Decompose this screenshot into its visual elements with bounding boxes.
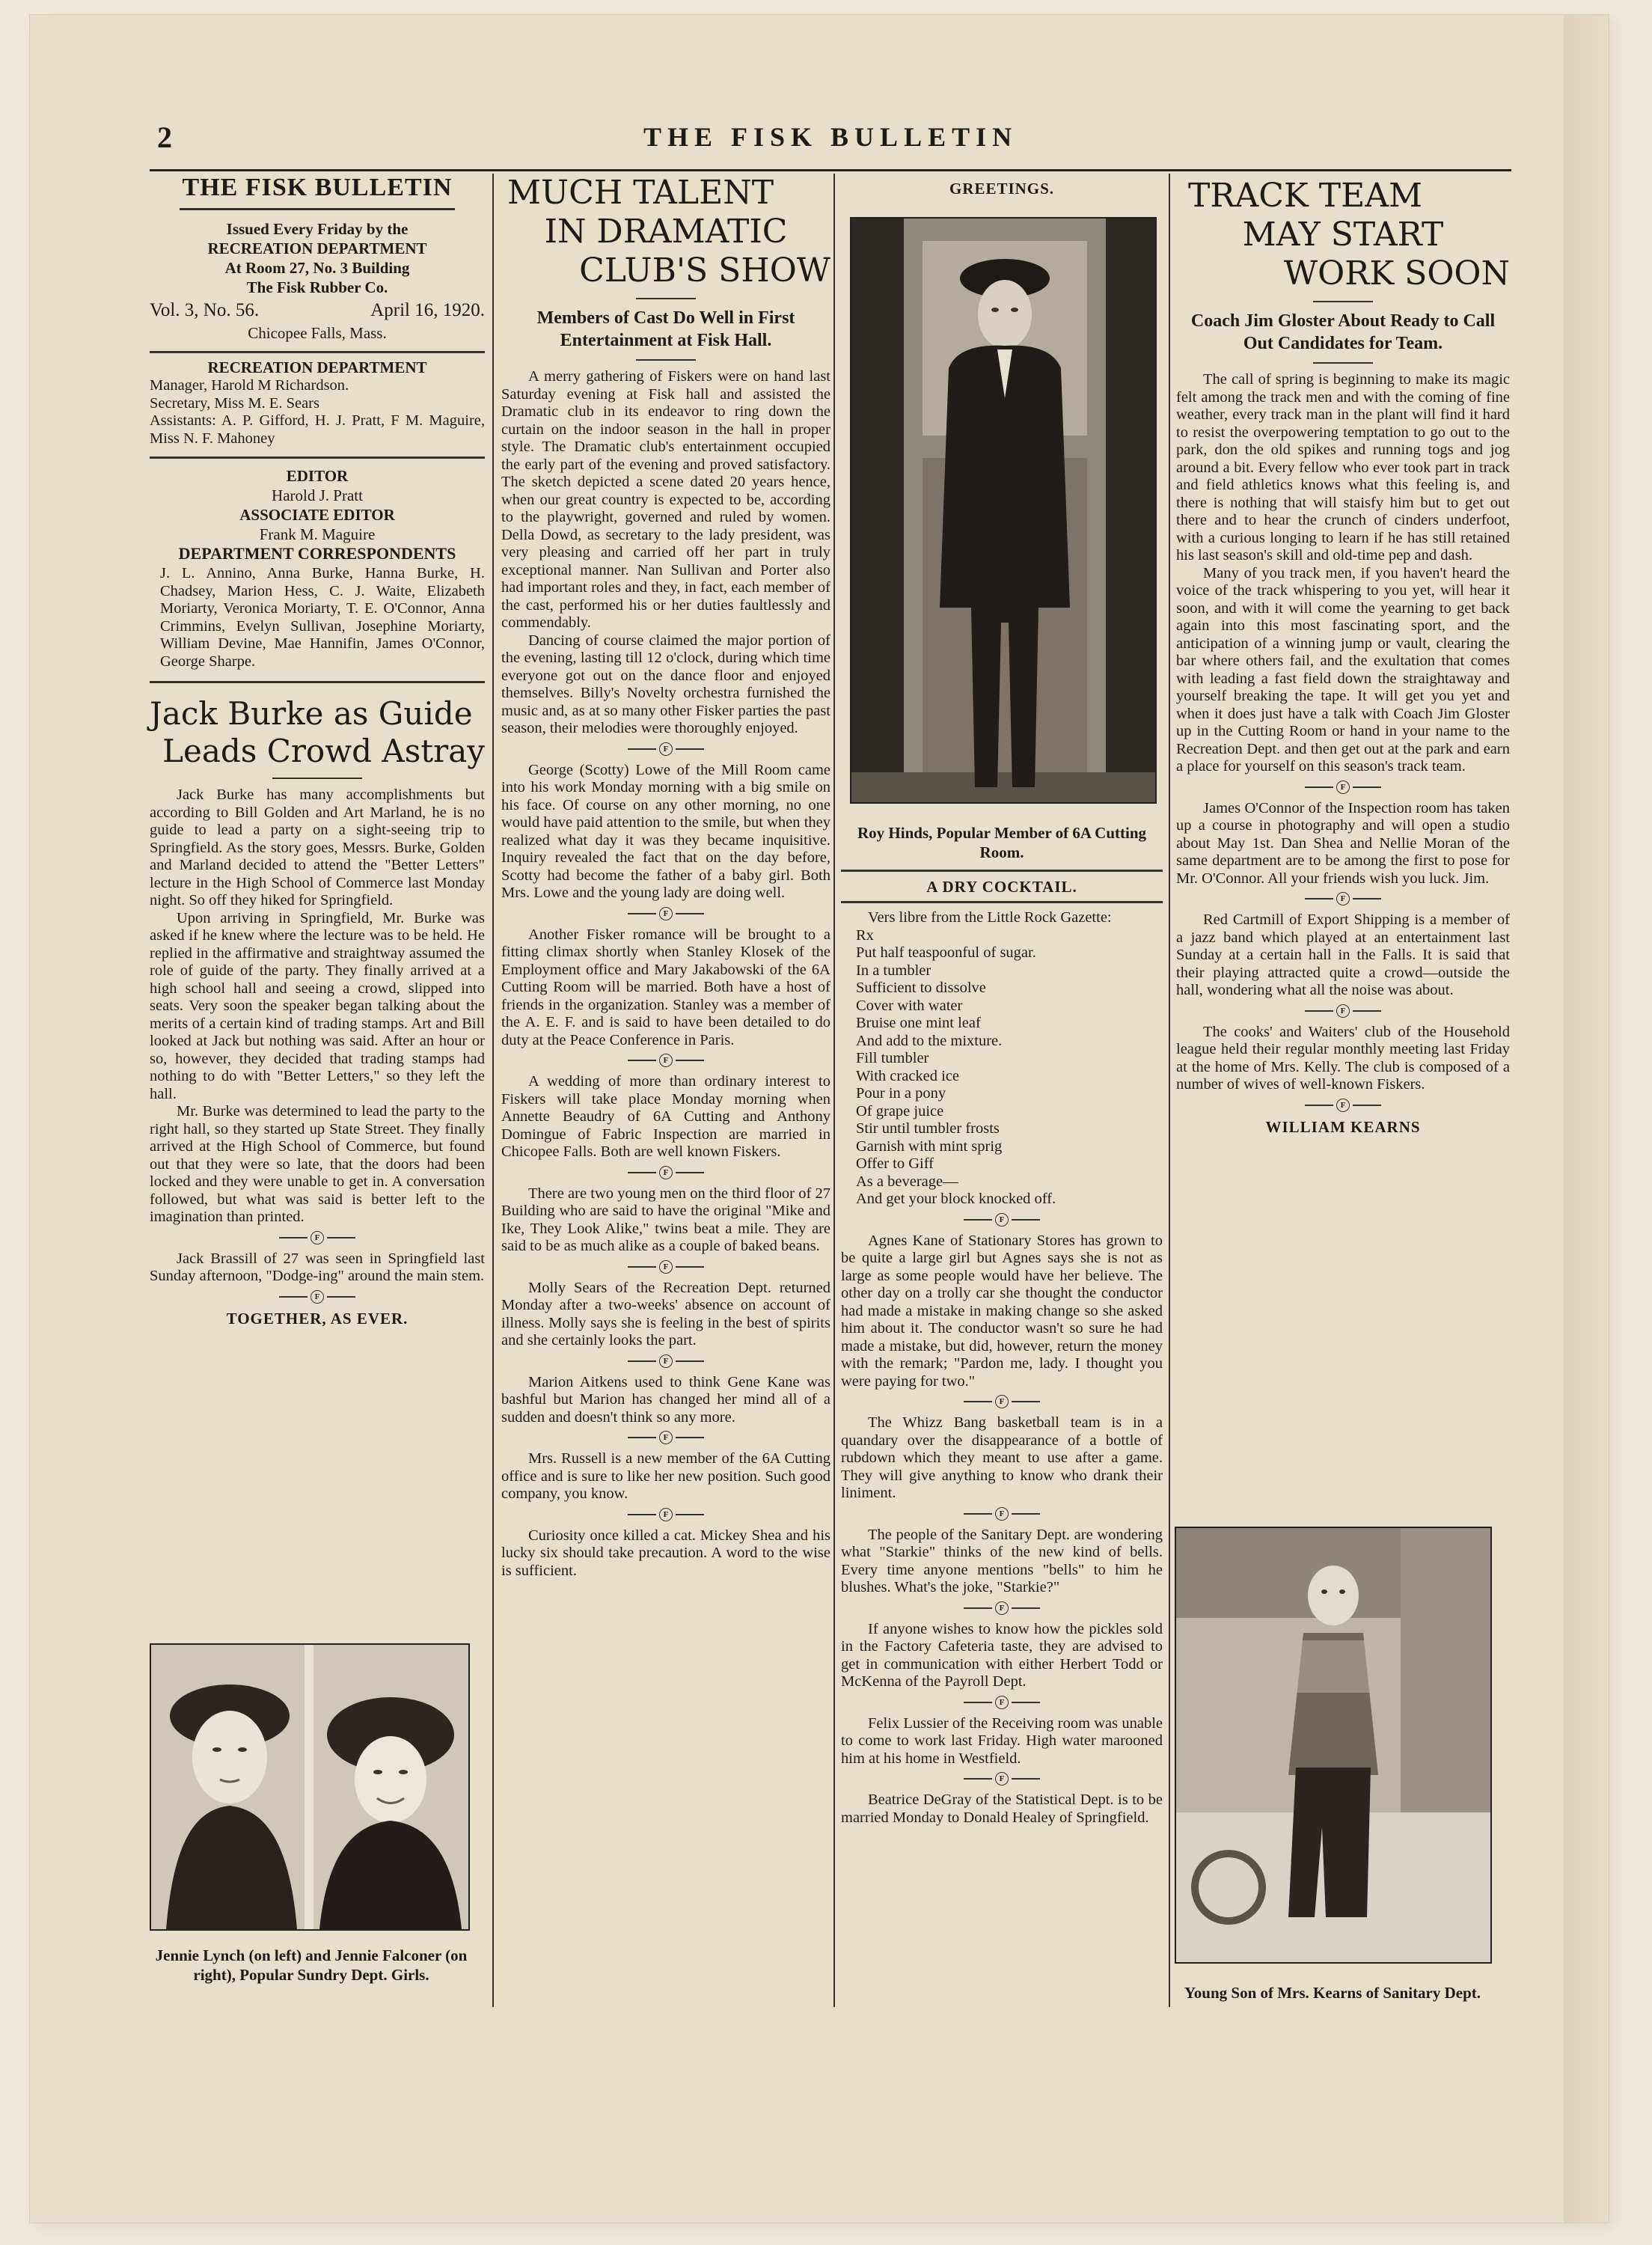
poem-line: And add to the mixture.	[856, 1032, 1003, 1049]
separator	[150, 1231, 485, 1244]
separator	[501, 1166, 830, 1179]
separator	[501, 1431, 830, 1444]
masthead-line: Issued Every Friday by the	[226, 220, 409, 238]
poem-line: And get your block knocked off.	[856, 1191, 1056, 1207]
news-note: James O'Connor of the Inspection room has taken up a course in photography and will open a studio about May 1st. Dan Shea and Nellie Moran of the same department are to be among the first to pose for Mr. O'Connor. All your friends wish you luck. Jim.	[1176, 799, 1510, 887]
rule	[1313, 301, 1373, 302]
news-note: Beatrice DeGray of the Statistical Dept. is to be married Monday to Donald Healey of Springfield.	[841, 1792, 1163, 1826]
staff-manager: Manager, Harold M Richardson.	[150, 377, 349, 394]
volume-line	[150, 299, 485, 323]
news-note: The people of the Sanitary Dept. are wondering what "Starkie" thinks of the new kind of bells. Every time anyone mentions "bells" to him he blushes. What's the joke, "Starkie?"	[841, 1526, 1163, 1595]
track-paragraph: The call of spring is beginning to make its magic felt among the track men and with the coming of fine weather, every track man in the plant will find it hard to resist the overpowering temptation to go out to the park, don the old spikes and running togs and jog around a bit. Every fellow who ever took part in track and field athletics knows what this feeling is, and there is nothing that will staisfy him but to get out there and to hear the crunch of cinders underfoot, with a curious longing to learn if he has still retained his last season's skill and old-time pep and dash.	[1176, 371, 1510, 563]
separator-mark: F	[659, 907, 673, 920]
kearns-photo-image	[1176, 1528, 1490, 1962]
separator	[501, 742, 830, 756]
dramatic-paragraph: Dancing of course claimed the major portion of the evening, lasting till 12 o'clock, during which time everyone got out on the dance floor and enjoyed themselves. Billy's Novelty orchestra furnished the music and, as at so many other Fisker parties the past season, their melodies were thoroughly enjoyed.	[501, 632, 830, 736]
kearns-heading: WILLIAM KEARNS	[1265, 1117, 1421, 1136]
masthead-line: The Fisk Rubber Co.	[246, 278, 388, 296]
poem-line: With cracked ice	[856, 1067, 960, 1084]
news-note: Molly Sears of the Recreation Dept. returned Monday after a two-weeks' absence on account of illness. Molly says she is feeling in the best of spirits and she certainly looks the part.	[501, 1279, 830, 1348]
separator-mark: F	[659, 742, 673, 756]
dramatic-headline-line1: MUCH TALENT	[507, 174, 774, 212]
column-rule	[492, 174, 494, 2007]
dramatic-deck: Members of Cast Do Well in First Entertainment at Fisk Hall.	[536, 308, 795, 350]
column-4	[1176, 177, 1510, 1140]
separator	[841, 1772, 1163, 1786]
burke-paragraph: Upon arriving in Springfield, Mr. Burke was asked if he knew where the lecture was to be held. He replied in the affirmative and straightway assumed the role of guide of the party. They finally arrived at a high school hall and seeing a crowd, slipped into seats. Very soon the speaker began talking about the merits of a certain kind of trading stamps. Art and Bill looked at Jack but nothing was said. After an hour or so, however, they decided that trading stamps had nothing to do with "Better Letters," so they left the hall.	[150, 909, 485, 1102]
news-note: The cooks' and Waiters' club of the Household league held their regular monthly meeting last Friday at the home of Mrs. Kelly. The club is composed of a number of wives of well-known Fiskers.	[1176, 1023, 1510, 1093]
poem-line: Offer to Giff	[856, 1155, 934, 1172]
separator-mark: F	[1336, 1099, 1350, 1112]
issue-date: April 16, 1920.	[370, 300, 485, 320]
cocktail-poem	[841, 927, 1163, 1209]
staff-assistants: Assistants: A. P. Gifford, H. J. Pratt, F M. Maguire, Miss N. F. Mahoney	[150, 412, 485, 447]
editor-name: Harold J. Pratt	[272, 486, 363, 504]
separator	[501, 1354, 830, 1368]
separator-mark: F	[659, 1054, 673, 1067]
rule	[150, 456, 485, 459]
news-note: If anyone wishes to know how the pickles sold in the Factory Cafeteria taste, they are advised to get in communication with either Herbert Todd or McKenna of the Payroll Dept.	[841, 1620, 1163, 1690]
masthead-title: THE FISK BULLETIN	[182, 174, 453, 201]
masthead-box	[150, 174, 485, 683]
separator-mark: F	[310, 1231, 324, 1244]
column-3-lower	[841, 823, 1163, 1827]
rule	[272, 778, 362, 779]
page-edge	[1564, 15, 1609, 2223]
separator-mark: F	[659, 1166, 673, 1179]
kearns-photo	[1175, 1527, 1492, 1964]
separator-mark: F	[659, 1508, 673, 1521]
news-note: Marion Aitkens used to think Gene Kane was bashful but Marion has changed her mind all of a sudden and doesn't think so any more.	[501, 1373, 830, 1426]
burke-paragraph: Jack Burke has many accomplishments but according to Bill Golden and Art Marland, he is no guide to lead a party on a sight-seeing trip to Springfield. As the story goes, Messrs. Burke, Golden and Marland decided to attend the "Better Letters" lecture in the High School of Commerce last Monday night. So off they hiked for Springfield.	[150, 786, 485, 908]
news-note: Mrs. Russell is a new member of the 6A Cutting office and is sure to like her new position. Such good company, you know.	[501, 1450, 830, 1502]
cocktail-intro: Vers libre from the Little Rock Gazette:	[868, 909, 1112, 926]
burke-headline-line1: Jack Burke as Guide	[150, 695, 473, 732]
poem-line: Pour in a pony	[856, 1085, 946, 1102]
rule	[1313, 362, 1373, 364]
separator	[1176, 781, 1510, 794]
separator	[1176, 1099, 1510, 1112]
separator	[841, 1395, 1163, 1408]
dramatic-article	[501, 174, 830, 738]
brassill-note: Jack Brassill of 27 was seen in Springfield last Sunday afternoon, "Dodge-ing" around the main stem.	[150, 1250, 485, 1284]
header-rule	[150, 169, 1511, 171]
separator	[1176, 892, 1510, 905]
column-rule	[1169, 174, 1170, 2007]
rule	[841, 901, 1163, 903]
column-2	[501, 174, 830, 1580]
news-note: The Whizz Bang basketball team is in a quandary over the disappearance of a bottle of rubdown which they meant to use after a game. They will give anything to know who drank their liniment.	[841, 1414, 1163, 1501]
separator-mark: F	[659, 1354, 673, 1368]
separator	[501, 1260, 830, 1274]
running-title: THE FISK BULLETIN	[643, 122, 1018, 152]
separator-mark: F	[995, 1772, 1009, 1786]
editor-label: EDITOR	[286, 467, 349, 485]
dept-heading: RECREATION DEPARTMENT	[207, 358, 427, 376]
separator-mark: F	[995, 1213, 1009, 1227]
staff-list	[150, 377, 485, 448]
burke-headline-line2: Leads Crowd Astray	[162, 733, 485, 769]
together-heading: TOGETHER, AS EVER.	[226, 1309, 409, 1328]
track-paragraph: Many of you track men, if you haven't heard the voice of the track whispering to you yet, will hear it soon, and with it will come the yearning to get back again into this most fascinating sport, and the anticipation of a winning jump or vault, clearing the bar where others fail, and the exultation that comes with leading a fast field down the straightaway and yourself breaking the tape. It will get you yet and when it does just have a talk with Coach Jim Gloster up in the Cutting Room or hand in your name to the Recreation Dept. and then get out at the park and earn a place for yourself on this season's track team.	[1176, 564, 1510, 775]
dramatic-headline-line2: IN DRAMATIC	[544, 213, 788, 251]
poem-line: Put half teaspoonful of sugar.	[856, 944, 1036, 961]
cocktail-heading: A DRY COCKTAIL.	[926, 878, 1077, 896]
rule	[841, 870, 1163, 872]
news-note: Red Cartmill of Export Shipping is a member of a jazz band which played at an entertainment last Sunday at a certain hall in the Falls. It is said that their playing attracted quite a crowd—outside the hall, wondering what all the noise was about.	[1176, 911, 1510, 998]
together-caption: Jennie Lynch (on left) and Jennie Falconer (on right), Popular Sundry Dept. Girls.	[155, 1946, 468, 1984]
rule	[180, 208, 455, 210]
separator-mark: F	[1336, 892, 1350, 905]
correspondents-label: DEPARTMENT CORRESPONDENTS	[178, 544, 456, 563]
separator-mark: F	[659, 1431, 673, 1444]
rule	[150, 351, 485, 353]
poem-line: In a tumbler	[856, 962, 931, 979]
assoc-editor-label: ASSOCIATE EDITOR	[239, 506, 395, 524]
track-article	[1176, 177, 1510, 776]
page-header	[157, 120, 1511, 165]
staff-secretary: Secretary, Miss M. E. Sears	[150, 394, 319, 412]
poem-line: As a beverage—	[856, 1173, 958, 1190]
news-note: George (Scotty) Lowe of the Mill Room came into his work Monday morning with a big smile on his face. Of course on any other morning, no one would have paid attention to the smile, but when they realized what day it was they became inquisitive. Inquiry revealed the fact that on the day before, Scotty had become the father of a baby girl. Both Mrs. Lowe and the young lady are doing well.	[501, 761, 830, 901]
burke-article	[150, 695, 485, 1227]
together-photo-image	[151, 1645, 468, 1929]
news-note: Felix Lussier of the Receiving room was unable to come to work last Friday. High water marooned him at his home in Westfield.	[841, 1714, 1163, 1767]
dramatic-paragraph: A merry gathering of Fiskers were on hand last Saturday evening at Fisk hall and assisted the Dramatic club in its endeavor to ring down the curtain on the indoor season in the hall in proper style. The Dramatic club's entertainment occupied the early part of the evening and proved satisfactory. The sketch depicted a scene dated 20 years hence, when our great country is expected to be, according to the playwright, governed and ruled by women. Della Dowd, as secretary to the lady president, was very pleasing and carried off her part in truly exceptional manner. Nan Sullivan and Porter also had important roles and they, in fact, each member of the cast, performed his or her duties faultlessly and commendably.	[501, 368, 830, 631]
news-note: There are two young men on the third floor of 27 Building who are said to have the original "Mike and Ike, They Look Alike," twins beat a mile. They are said to be as much alike as a couple of baked beans.	[501, 1185, 830, 1254]
greetings-photo	[850, 217, 1157, 804]
separator-mark: F	[995, 1395, 1009, 1408]
column-1	[150, 174, 485, 1331]
separator-mark: F	[995, 1696, 1009, 1709]
roy-hinds-photo-image	[851, 219, 1155, 802]
poem-line: Fill tumbler	[856, 1050, 929, 1066]
separator	[501, 1054, 830, 1067]
track-headline-line2: MAY START	[1242, 216, 1444, 254]
separator	[841, 1601, 1163, 1615]
kearns-caption: Young Son of Mrs. Kearns of Sanitary Dept.	[1184, 1984, 1481, 2002]
poem-line: Garnish with mint sprig	[856, 1137, 1003, 1155]
separator	[841, 1507, 1163, 1521]
poem-line: Rx	[856, 926, 874, 944]
rule	[150, 681, 485, 683]
separator	[841, 1213, 1163, 1227]
poem-line: Sufficient to dissolve	[856, 980, 986, 996]
poem-line: Of grape juice	[856, 1102, 944, 1120]
separator	[1176, 1004, 1510, 1018]
assoc-editor-name: Frank M. Maguire	[259, 525, 376, 543]
dramatic-headline-line3: CLUB'S SHOW	[579, 251, 830, 290]
column-rule	[833, 174, 835, 2007]
location: Chicopee Falls, Mass.	[248, 324, 387, 342]
separator-mark: F	[310, 1290, 324, 1304]
together-photo	[150, 1643, 470, 1931]
volume-number: Vol. 3, No. 56.	[150, 300, 260, 320]
page-number: 2	[157, 120, 172, 154]
poem-line: Bruise one mint leaf	[856, 1015, 981, 1031]
poem-line: Stir until tumbler frosts	[856, 1120, 1000, 1137]
separator-mark: F	[995, 1601, 1009, 1615]
greetings-caption: Roy Hinds, Popular Member of 6A Cutting Room.	[857, 824, 1146, 861]
news-note: Curiosity once killed a cat. Mickey Shea and his lucky six should take precaution. A word to the wise is sufficient.	[501, 1527, 830, 1579]
news-note: Agnes Kane of Stationary Stores has grown to be quite a large girl but Agnes says she is not as large as some people would have her believe. The other day on a trolly car she thought the conductor had made a mistake in making change so she asked him about it. The conductor wasn't so sure he had made a mistake, but did, however, return the money with the remark; "Pardon me, lady. I thought you were paying for two."	[841, 1232, 1163, 1390]
rule	[636, 359, 696, 361]
separator-mark: F	[1336, 1004, 1350, 1018]
greetings-heading: GREETINGS.	[949, 180, 1055, 198]
separator	[150, 1290, 485, 1304]
separator	[501, 907, 830, 920]
poem-line: Cover with water	[856, 997, 963, 1014]
masthead-line: At Room 27, No. 3 Building	[224, 259, 410, 277]
column-3	[841, 177, 1163, 212]
separator-mark: F	[659, 1260, 673, 1274]
masthead-line: RECREATION DEPARTMENT	[207, 239, 427, 257]
separator-mark: F	[995, 1507, 1009, 1521]
track-headline-line1: TRACK TEAM	[1188, 177, 1423, 215]
burke-paragraph: Mr. Burke was determined to lead the party to the right hall, so they started up State Street. They finally arrived at the High School of Commerce, but found out that they were so late, that the doors had been locked and they were unable to get in. A conversation followed, but what was said is better left to the imagination than printed.	[150, 1103, 485, 1225]
separator-mark: F	[1336, 781, 1350, 794]
separator	[501, 1508, 830, 1521]
track-deck: Coach Jim Gloster About Ready to Call Out Candidates for Team.	[1190, 311, 1496, 353]
rule	[636, 298, 696, 299]
separator	[841, 1696, 1163, 1709]
correspondents-list: J. L. Annino, Anna Burke, Hanna Burke, H. Chadsey, Marion Hess, C. J. Waite, Elizabeth Moriarty, Veronica Moriarty, T. E. O'Connor, Anna Crimmins, Evelyn Sullivan, Josephine Moriarty, William Devine, Mae Hannifin, James O'Connor, George Sharpe.	[160, 565, 485, 670]
news-note: Another Fisker romance will be brought to a fitting climax shortly when Stanley Klosek of the Employment office and Mary Jakabowski of the 6A Cutting Room will be married. Both have a host of friends in the organization. Stanley was a member of the A. E. F. and is said to have been detailed to do duty at the Peace Conference in Paris.	[501, 926, 830, 1048]
track-headline-line3: WORK SOON	[1283, 254, 1510, 293]
news-note: A wedding of more than ordinary interest to Fiskers will take place Monday morning when Annette Beaudry of 6A Cutting and Anthony Domingue of Fabric Inspection are married in Chicopee Falls. Both are well known Fiskers.	[501, 1073, 830, 1160]
